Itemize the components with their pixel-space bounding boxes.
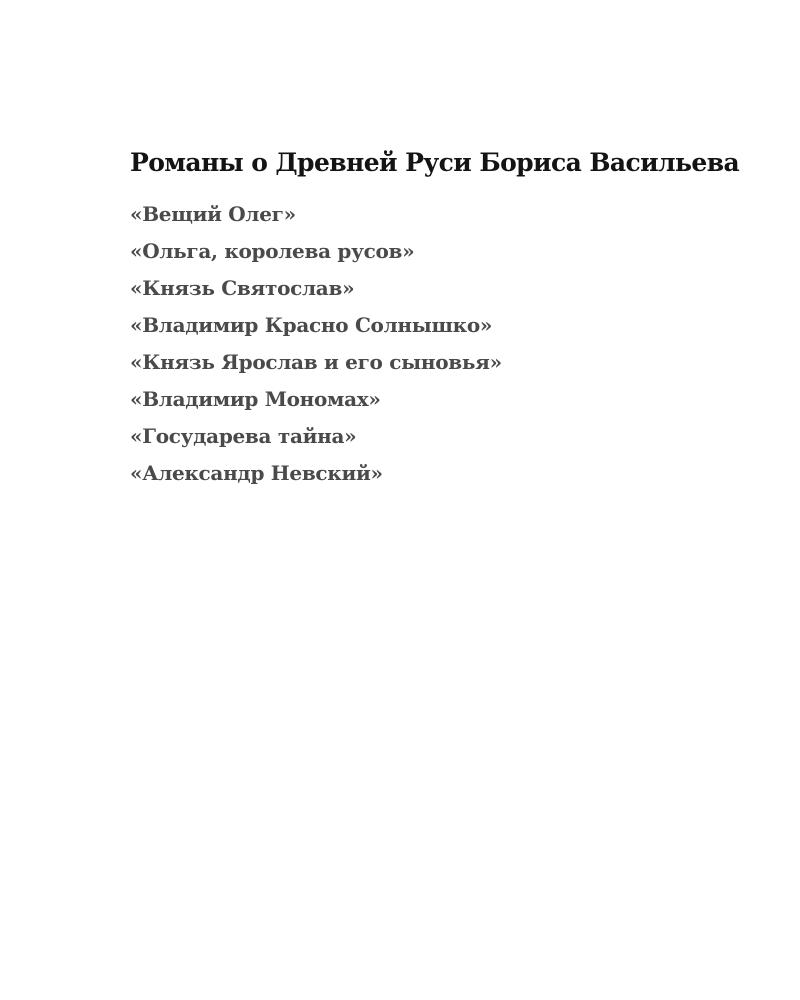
- book-title-1: «Вещий Олег»: [130, 202, 296, 226]
- book-title-2: «Ольга, королева русов»: [130, 239, 415, 263]
- book-title-3: «Князь Святослав»: [130, 276, 355, 300]
- page-content: [130, 146, 770, 492]
- book-title-8: «Александр Невский»: [130, 461, 383, 485]
- book-title-6: «Владимир Мономах»: [130, 387, 381, 411]
- book-list: [130, 196, 770, 492]
- book-title-5: «Князь Ярослав и его сыновья»: [130, 350, 502, 374]
- book-title-7: «Государева тайна»: [130, 424, 357, 448]
- page-title: Романы о Древней Руси Бориса Васильева: [130, 148, 740, 177]
- book-title-4: «Владимир Красно Солнышко»: [130, 313, 493, 337]
